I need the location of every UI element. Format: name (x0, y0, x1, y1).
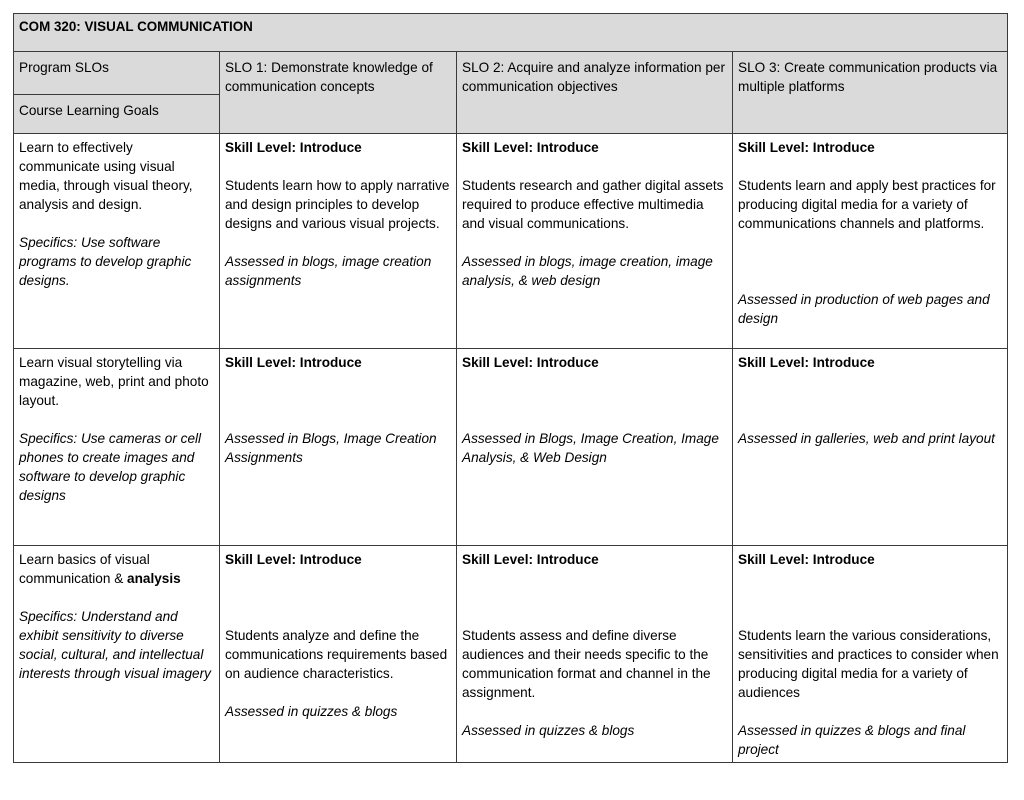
cell-description: Students assess and define diverse audiences and their needs specific to the communication format and channel in the assignment. (462, 628, 711, 700)
slo-matrix-table (13, 13, 1008, 763)
skill-level: Skill Level: Introduce (738, 552, 875, 567)
program-slos-cell (14, 52, 220, 95)
assessment-note: Assessed in quizzes & blogs (462, 723, 635, 738)
assessment-note: Assessed in blogs, image creation, image analysis, & web design (462, 254, 713, 288)
slo-3-label: SLO 3: Create communication products via multiple platforms (738, 60, 998, 94)
row-3-slo-1-cell (220, 546, 457, 763)
skill-level: Skill Level: Introduce (225, 355, 362, 370)
row-1-slo-2-cell (457, 134, 733, 349)
row-1-slo-3-cell (733, 134, 1008, 349)
cell-description: Students learn and apply best practices for producing digital media for a variety of communications channels and platforms. (738, 178, 996, 231)
slo-2-label: SLO 2: Acquire and analyze information per communication objectives (462, 60, 725, 94)
assessment-note: Assessed in blogs, image creation assignments (225, 254, 432, 288)
goal-cell-3 (14, 546, 220, 763)
goal-text-emphasis: analysis (127, 571, 181, 586)
cell-description: Students learn how to apply narrative and design principles to develop designs and various visual projects. (225, 178, 450, 231)
skill-level: Skill Level: Introduce (462, 140, 599, 155)
skill-level: Skill Level: Introduce (462, 552, 599, 567)
document-title: COM 320: VISUAL COMMUNICATION (19, 19, 253, 34)
goal-row-2 (14, 349, 1008, 546)
assessment-note: Assessed in galleries, web and print layout (738, 431, 995, 446)
goal-text: Learn to effectively communicate using visual media, through visual theory, analysis and design. (19, 140, 193, 212)
row-1-slo-1-cell (220, 134, 457, 349)
row-3-slo-2-cell (457, 546, 733, 763)
goal-cell-1 (14, 134, 220, 349)
assessment-note: Assessed in Blogs, Image Creation, Image Analysis, & Web Design (462, 431, 719, 465)
goal-text: Learn visual storytelling via magazine, web, print and photo layout. (19, 355, 209, 408)
row-2-slo-3-cell (733, 349, 1008, 546)
title-row (14, 14, 1008, 52)
goal-specifics: Specifics: Use cameras or cell phones to create images and software to develop graphic designs (19, 431, 202, 503)
goal-text-prefix: Learn basics of visual communication & (19, 552, 150, 586)
row-2-slo-1-cell (220, 349, 457, 546)
cell-description: Students learn the various considerations, sensitivities and practices to consider when producing digital media for a variety of audiences (738, 628, 999, 700)
skill-level: Skill Level: Introduce (738, 355, 875, 370)
cell-description: Students analyze and define the communications requirements based on audience characteristics. (225, 628, 448, 681)
program-slos-label: Program SLOs (19, 60, 109, 75)
slo-1-label: SLO 1: Demonstrate knowledge of communication concepts (225, 60, 433, 94)
slo-2-header (457, 52, 733, 134)
assessment-note: Assessed in production of web pages and design (738, 292, 990, 326)
course-learning-goals-cell (14, 95, 220, 134)
goal-cell-2 (14, 349, 220, 546)
header-row (14, 52, 1008, 95)
course-learning-goals-label: Course Learning Goals (19, 103, 159, 118)
skill-level: Skill Level: Introduce (462, 355, 599, 370)
row-2-slo-2-cell (457, 349, 733, 546)
goal-specifics: Specifics: Understand and exhibit sensitivity to diverse social, cultural, and intellectual interests through visual imagery (19, 609, 211, 681)
skill-level: Skill Level: Introduce (738, 140, 875, 155)
cell-description: Students research and gather digital assets required to produce effective multimedia and visual communications. (462, 178, 724, 231)
assessment-note: Assessed in Blogs, Image Creation Assignments (225, 431, 437, 465)
goal-row-1 (14, 134, 1008, 349)
slo-matrix-document (13, 13, 1007, 791)
assessment-note: Assessed in quizzes & blogs (225, 704, 398, 719)
skill-level: Skill Level: Introduce (225, 140, 362, 155)
slo-3-header (733, 52, 1008, 134)
goal-row-3 (14, 546, 1008, 763)
goal-specifics: Specifics: Use software programs to develop graphic designs. (19, 235, 192, 288)
assessment-note: Assessed in quizzes & blogs and final project (738, 723, 966, 757)
skill-level: Skill Level: Introduce (225, 552, 362, 567)
slo-1-header (220, 52, 457, 134)
row-3-slo-3-cell (733, 546, 1008, 763)
title-cell (14, 14, 1008, 52)
goal-text (19, 550, 215, 588)
